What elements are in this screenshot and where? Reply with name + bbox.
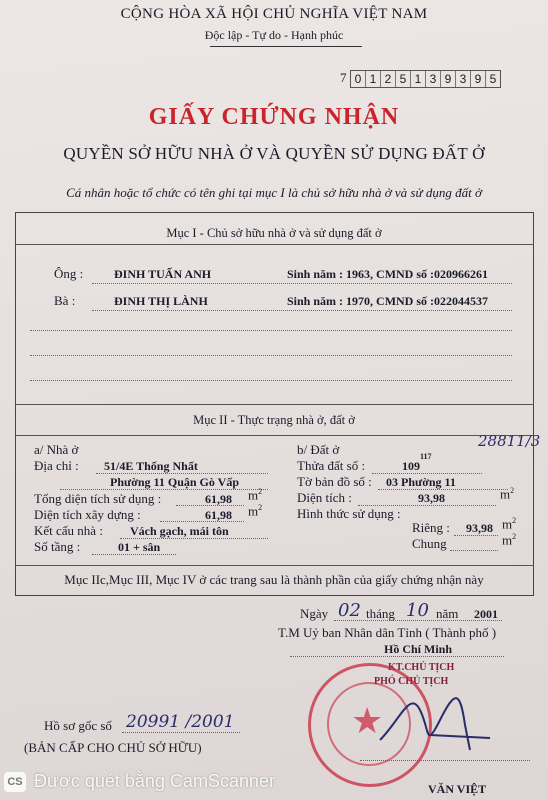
address-label: Địa chỉ : <box>34 458 79 473</box>
section2-top-divider <box>15 404 534 405</box>
date-day: 02 <box>338 600 361 621</box>
motto: Độc lập - Tự do - Hạnh phúc <box>204 28 344 42</box>
blank-line <box>30 380 512 381</box>
serial-digit: 2 <box>380 71 395 87</box>
date-year: 2001 <box>474 607 498 621</box>
signature <box>370 680 500 760</box>
section1-divider <box>15 244 534 245</box>
certificate-subtitle: QUYỀN SỞ HỮU NHÀ Ở VÀ QUYỀN SỬ DỤNG ĐẤT Ở <box>63 144 485 163</box>
signature-rule <box>360 760 530 761</box>
floors-rule <box>92 554 176 555</box>
address-line1-rule <box>96 473 268 474</box>
built-area-value: 61,98 <box>205 508 232 522</box>
owner1-prefix: Ông : <box>54 266 84 281</box>
date-day-label: Ngày <box>300 606 329 621</box>
plot-superscript: 117 <box>420 452 432 461</box>
floors-value: 01 + sân <box>118 540 161 554</box>
unit-text: m <box>502 516 513 532</box>
nation-heading: CỘNG HÒA XÃ HỘI CHỦ NGHĨA VIỆT NAM <box>120 6 428 22</box>
serial-digit: 9 <box>470 71 485 87</box>
date-rule <box>334 620 502 621</box>
total-area-rule <box>176 505 244 506</box>
total-area-unit: $m^2$ <box>248 487 263 503</box>
serial-digit: 1 <box>410 71 425 87</box>
date-month: 10 <box>406 600 429 621</box>
land-area-label: Diện tích : <box>297 490 352 505</box>
floors-label: Số tầng : <box>34 539 81 554</box>
address-line2: Phường 11 Quận Gò Vấp <box>110 475 239 489</box>
section2-title: Mục II - Thực trạng nhà ở, đất ở <box>193 413 355 427</box>
section-note-divider <box>15 565 534 566</box>
certificate-title: GIẤY CHỨNG NHẬN <box>148 104 400 130</box>
unit-text: m <box>502 532 513 548</box>
sign-title1: KT.CHỦ TỊCH <box>388 662 455 673</box>
serial-digit: 1 <box>365 71 380 87</box>
owner2-info: Sinh năm : 1970, CMND số :022044537 <box>287 294 489 308</box>
built-area-unit: $m^2$ <box>248 503 263 519</box>
authority-line2: Hồ Chí Minh <box>384 642 453 656</box>
structure-value: Vách gạch, mái tôn <box>130 524 229 538</box>
serial-digit: 5 <box>395 71 410 87</box>
camscanner-logo: CS <box>4 772 26 792</box>
structure-rule <box>120 538 268 539</box>
map-rule <box>378 489 508 490</box>
date-year-label: năm <box>436 606 459 621</box>
private-label: Riêng : <box>412 520 450 535</box>
owner1-line <box>92 283 512 284</box>
record-rule <box>122 732 240 733</box>
shared-rule <box>450 550 498 551</box>
handwritten-note: 28811/3 <box>478 432 541 450</box>
owner2-line <box>92 310 512 311</box>
date-month-label: tháng <box>366 606 395 621</box>
land-area-value: 93,98 <box>418 491 445 505</box>
seal-star-icon: ★ <box>351 701 384 741</box>
built-area-label: Diện tích xây dựng : <box>34 507 141 522</box>
shared-label: Chung <box>412 536 447 551</box>
unit-text: m <box>248 487 259 503</box>
authority-line1: T.M Uỷ ban Nhân dân Tỉnh ( Thành phố ) <box>278 625 497 640</box>
issued-note: (BẢN CẤP CHO CHỦ SỞ HỮU) <box>24 740 202 755</box>
built-area-rule <box>160 521 244 522</box>
camscanner-text: Được quét bằng CamScanner <box>34 771 275 791</box>
serial-digit: 3 <box>425 71 440 87</box>
sign-title2: PHÓ CHỦ TỊCH <box>374 676 449 687</box>
motto-underline <box>210 46 362 47</box>
private-unit: $m^2$ <box>502 516 517 532</box>
serial-number-box <box>350 70 501 88</box>
signer-name: VĂN VIỆT <box>428 782 487 796</box>
serial-digit: 5 <box>485 71 500 87</box>
land-area-unit: $m^2$ <box>500 486 515 502</box>
private-value: 93,98 <box>466 521 493 535</box>
address-line2-rule <box>60 489 268 490</box>
authority-rule <box>290 656 504 657</box>
serial-digit: 9 <box>440 71 455 87</box>
intro-text: Cá nhân hoặc tổ chức có tên ghi tại mục I là chủ sở hữu nhà ở và sử dụng đất ở <box>66 185 482 200</box>
map-value: 03 Phường 11 <box>386 475 456 489</box>
shared-unit: $m^2$ <box>502 532 517 548</box>
usage-label: Hình thức sử dụng : <box>297 506 401 521</box>
private-rule <box>454 535 498 536</box>
record-number: 20991 /2001 <box>126 712 235 732</box>
record-label: Hồ sơ gốc số <box>44 718 112 733</box>
house-heading: a/ Nhà ở <box>34 442 79 457</box>
owner2-name: ĐINH THỊ LÀNH <box>114 294 208 308</box>
serial-prefix: 7 <box>340 70 347 85</box>
address-line1: 51/4E Thống Nhất <box>104 459 198 473</box>
blank-line <box>30 330 512 331</box>
section2-divider <box>15 435 534 436</box>
unit-text: m <box>248 503 259 519</box>
total-area-value: 61,98 <box>205 492 232 506</box>
owner1-info: Sinh năm : 1963, CMND số :020966261 <box>287 267 489 281</box>
section1-title: Mục I - Chủ sở hữu nhà ở và sử dụng đất ở <box>166 226 382 240</box>
structure-label: Kết cấu nhà : <box>34 523 103 538</box>
plot-rule <box>372 473 482 474</box>
blank-line <box>30 355 512 356</box>
plot-value: 109 <box>402 459 420 473</box>
plot-label: Thửa đất số : <box>297 458 366 473</box>
land-heading: b/ Đất ở <box>297 442 340 457</box>
total-area-label: Tổng diện tích sử dụng : <box>34 491 162 506</box>
unit-text: m <box>500 486 511 502</box>
serial-digit: 0 <box>354 72 362 86</box>
owner1-name: ĐINH TUẤN ANH <box>114 267 212 281</box>
map-label: Tờ bản đồ số : <box>297 474 372 489</box>
serial-digit: 3 <box>455 71 470 87</box>
section-note: Mục IIc,Mục III, Mục IV ở các trang sau là thành phần của giấy chứng nhận này <box>64 572 484 587</box>
owner2-prefix: Bà : <box>54 293 76 308</box>
